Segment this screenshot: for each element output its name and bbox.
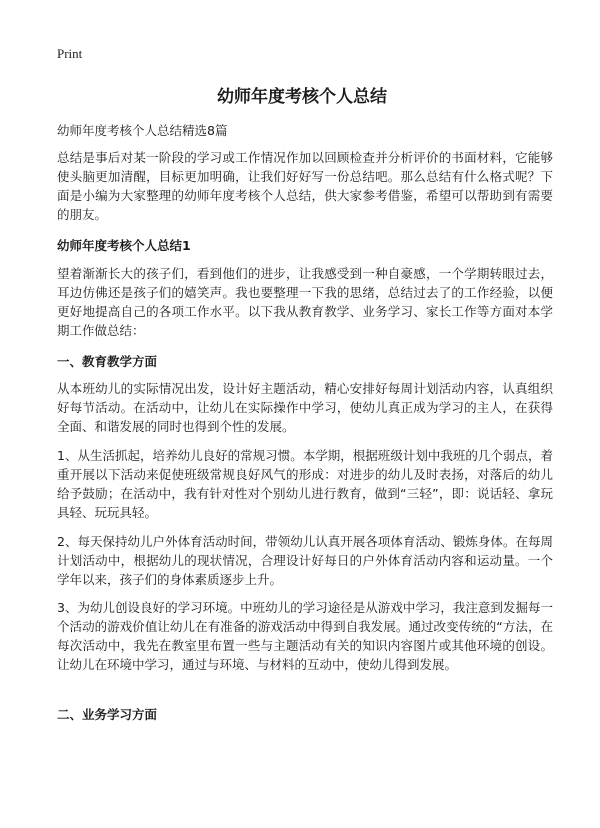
- list-item-1: 1、从生活抓起，培养幼儿良好的常规习惯。本学期，根据班级计划中我班的几个弱点，着重开展以下活动来促使班级常规良好风气的形成：对进步的幼儿及时表扬，对落后的幼儿给予鼓励；在活动中，我有针对性对个别幼儿进行教育，做到“三轻”，即：说话轻、拿玩具轻、玩玩具轻。: [57, 448, 553, 520]
- page-title: 幼师年度考核个人总结: [217, 87, 387, 107]
- document-subtitle: 幼师年度考核个人总结精选8篇: [57, 123, 228, 138]
- section-heading-summary-1: 幼师年度考核个人总结1: [57, 238, 191, 253]
- list-item-3: 3、为幼儿创设良好的学习环境。中班幼儿的学习途径是从游戏中学习，我注意到发掘每一个活动的游戏价值让幼儿在有准备的游戏活动中得到自我发展。通过改变传统的“方法，在每次活动中，我先在教室里布置一些与主题活动有关的知识内容图片或其他环境的创设。让幼儿在环境中学习，通过与环境、与材料的互动中，使幼儿得到发展。: [57, 600, 553, 672]
- teaching-paragraph: 从本班幼儿的实际情况出发，设计好主题活动，精心安排好每周计划活动内容，认真组织好每节活动。在活动中，让幼儿在实际操作中学习，使幼儿真正成为学习的主人，在获得全面、和谐发展的同时也得到个性的发展。: [57, 381, 553, 434]
- part-heading-teaching: 一、教育教学方面: [57, 354, 158, 369]
- intro-paragraph: 总结是事后对某一阶段的学习或工作情况作加以回顾检查并分析评价的书面材料，它能够使头脑更加清醒，目标更加明确，让我们好好写一份总结吧。那么总结有什么格式呢？下面是小编为大家整理的幼师年度考核个人总结，供大家参考借鉴，希望可以帮助到有需要的朋友。: [57, 150, 553, 222]
- print-link[interactable]: Print: [57, 46, 83, 61]
- list-item-2: 2、每天保持幼儿户外体育活动时间，带领幼儿认真开展各项体育活动、锻炼身体。在每周计划活动中，根据幼儿的现状情况，合理设计好每日的户外体育活动内容和运动量。一个学年以来，孩子们的身体素质逐步上升。: [57, 534, 553, 587]
- part-heading-study: 二、业务学习方面: [57, 707, 158, 722]
- section-1-intro-paragraph: 望着渐渐长大的孩子们，看到他们的进步，让我感受到一种自豪感，一个学期转眼过去，耳边仿佛还是孩子们的嬉笑声。我也要整理一下我的思绪，总结过去了的工作经验，以便更好地提高自己的各项工作水平。以下我从教育教学、业务学习、家长工作等方面对本学期工作做总结：: [57, 266, 553, 338]
